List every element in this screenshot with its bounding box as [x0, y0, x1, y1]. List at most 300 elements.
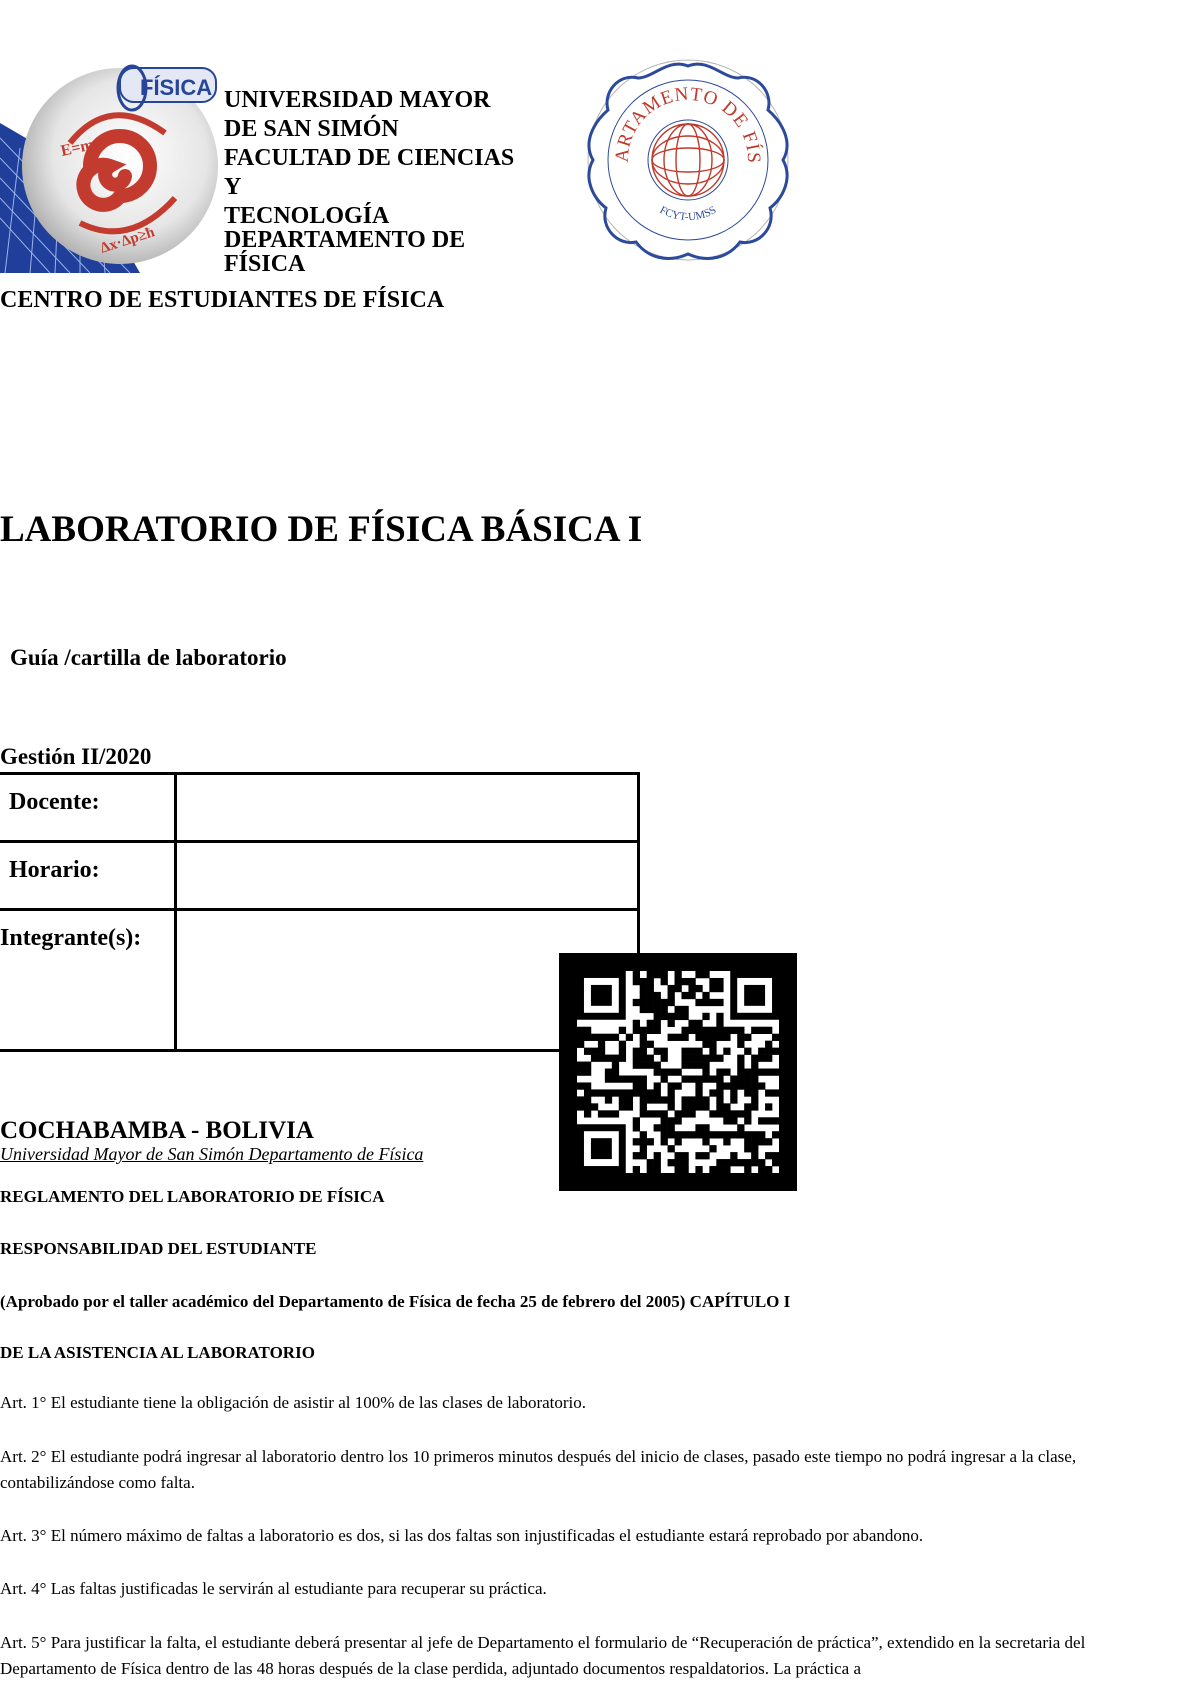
qr-module	[688, 1131, 695, 1138]
qr-module	[716, 1089, 723, 1096]
qr-module	[668, 985, 675, 992]
qr-module	[654, 1152, 661, 1159]
qr-module	[633, 1055, 640, 1062]
qr-module	[716, 1027, 723, 1034]
qr-module	[681, 1110, 688, 1117]
qr-module	[584, 1096, 591, 1103]
qr-module	[605, 1069, 612, 1076]
horario-label-cell	[0, 842, 176, 910]
qr-module	[730, 1075, 737, 1082]
qr-module	[598, 1041, 605, 1048]
docente-label: Docente:	[9, 789, 100, 815]
qr-module	[737, 1055, 744, 1062]
article-2: Art. 2° El estudiante podrá ingresar al laboratorio dentro los 10 primeros minutos después del inicio de clases, pasado este tiempo no podrá ingresar a la clase, contabilizándose como falta.	[0, 1447, 1077, 1492]
qr-module	[640, 1145, 647, 1152]
qr-module	[723, 1159, 730, 1166]
qr-module	[765, 1103, 772, 1110]
qr-module	[584, 1103, 591, 1110]
qr-module	[723, 1027, 730, 1034]
qr-module	[681, 1013, 688, 1020]
qr-module	[695, 1034, 702, 1041]
qr-module	[675, 971, 682, 978]
qr-finder	[744, 985, 765, 1006]
qr-module	[661, 1117, 668, 1124]
qr-module	[577, 1027, 584, 1034]
qr-module	[737, 1062, 744, 1069]
qr-module	[709, 1110, 716, 1117]
qr-module	[633, 1124, 640, 1131]
qr-module	[744, 1069, 751, 1076]
qr-module	[709, 1041, 716, 1048]
qr-module	[688, 1027, 695, 1034]
qr-module	[640, 1138, 647, 1145]
qr-module	[730, 1110, 737, 1117]
qr-module	[730, 1117, 737, 1124]
qr-module	[633, 1138, 640, 1145]
qr-module	[744, 1159, 751, 1166]
qr-module	[737, 1075, 744, 1082]
qr-module	[626, 1075, 633, 1082]
qr-module	[640, 1089, 647, 1096]
qr-module	[654, 1089, 661, 1096]
qr-module	[765, 1117, 772, 1124]
qr-module	[577, 1034, 584, 1041]
qr-module	[758, 1138, 765, 1145]
qr-module	[612, 1055, 619, 1062]
logo-text: FÍSICA	[140, 75, 213, 100]
qr-module	[668, 1103, 675, 1110]
qr-module	[598, 1110, 605, 1117]
qr-module	[688, 1096, 695, 1103]
qr-module	[744, 1034, 751, 1041]
qr-module	[758, 1166, 765, 1173]
qr-module	[668, 1034, 675, 1041]
qr-module	[633, 978, 640, 985]
qr-module	[772, 1131, 779, 1138]
qr-module	[716, 999, 723, 1006]
qr-module	[695, 999, 702, 1006]
qr-module	[647, 1006, 654, 1013]
integrantes-label: Integrante(s):	[0, 925, 142, 951]
qr-module	[640, 1041, 647, 1048]
qr-module	[640, 985, 647, 992]
qr-module	[695, 1166, 702, 1173]
qr-module	[647, 1062, 654, 1069]
qr-module	[681, 1062, 688, 1069]
qr-module	[758, 1055, 765, 1062]
qr-module	[654, 971, 661, 978]
qr-module	[758, 1027, 765, 1034]
qr-module	[668, 1117, 675, 1124]
qr-module	[654, 1006, 661, 1013]
qr-module	[654, 1110, 661, 1117]
qr-module	[640, 999, 647, 1006]
qr-module	[654, 1013, 661, 1020]
qr-module	[765, 1152, 772, 1159]
qr-module	[744, 1089, 751, 1096]
qr-module	[758, 1069, 765, 1076]
qr-module	[688, 992, 695, 999]
qr-module	[647, 985, 654, 992]
qr-pattern	[577, 971, 779, 1173]
qr-module	[675, 1138, 682, 1145]
qr-module	[661, 1075, 668, 1082]
qr-module	[668, 1096, 675, 1103]
qr-finder	[591, 1138, 612, 1159]
qr-module	[633, 1082, 640, 1089]
qr-module	[619, 1055, 626, 1062]
qr-module	[647, 1166, 654, 1173]
qr-module	[730, 1096, 737, 1103]
qr-module	[640, 1034, 647, 1041]
qr-module	[654, 1027, 661, 1034]
qr-module	[647, 978, 654, 985]
qr-module	[654, 1166, 661, 1173]
qr-module	[723, 1138, 730, 1145]
qr-module	[647, 1027, 654, 1034]
qr-module	[619, 1103, 626, 1110]
qr-module	[605, 1110, 612, 1117]
university-line: UNIVERSIDAD MAYOR	[224, 87, 491, 113]
qr-module	[737, 1027, 744, 1034]
qr-module	[709, 1048, 716, 1055]
qr-module	[716, 1096, 723, 1103]
qr-module	[640, 1096, 647, 1103]
qr-code	[559, 953, 797, 1191]
qr-module	[709, 1166, 716, 1173]
qr-module	[688, 978, 695, 985]
qr-module	[626, 1034, 633, 1041]
qr-module	[661, 1069, 668, 1076]
qr-module	[626, 1096, 633, 1103]
qr-module	[577, 1082, 584, 1089]
qr-module	[681, 1159, 688, 1166]
qr-module	[716, 1131, 723, 1138]
institution-line: Universidad Mayor de San Simón Departamento de Física	[0, 1144, 424, 1164]
qr-module	[723, 1117, 730, 1124]
qr-module	[661, 1048, 668, 1055]
qr-module	[744, 1103, 751, 1110]
qr-module	[730, 1082, 737, 1089]
qr-module	[577, 1069, 584, 1076]
qr-module	[737, 1124, 744, 1131]
qr-module	[737, 1110, 744, 1117]
qr-module	[605, 1075, 612, 1082]
university-line: Y	[224, 174, 242, 200]
qr-module	[702, 999, 709, 1006]
qr-module	[612, 1069, 619, 1076]
qr-module	[688, 1062, 695, 1069]
qr-module	[709, 978, 716, 985]
qr-module	[661, 1013, 668, 1020]
qr-module	[647, 1110, 654, 1117]
qr-module	[765, 1055, 772, 1062]
qr-module	[633, 1117, 640, 1124]
qr-module	[640, 992, 647, 999]
qr-module	[737, 1069, 744, 1076]
qr-module	[709, 1145, 716, 1152]
qr-module	[647, 1020, 654, 1027]
qr-module	[737, 1131, 744, 1138]
qr-module	[619, 1075, 626, 1082]
qr-module	[647, 999, 654, 1006]
qr-module	[584, 1082, 591, 1089]
qr-module	[668, 1013, 675, 1020]
qr-module	[702, 1138, 709, 1145]
qr-module	[668, 1089, 675, 1096]
qr-module	[695, 1152, 702, 1159]
qr-module	[661, 1055, 668, 1062]
qr-module	[675, 1082, 682, 1089]
qr-module	[633, 1075, 640, 1082]
qr-module	[681, 1152, 688, 1159]
qr-module	[751, 1062, 758, 1069]
qr-module	[751, 1145, 758, 1152]
university-line: DEPARTAMENTO DE	[224, 227, 466, 253]
qr-module	[681, 978, 688, 985]
qr-module	[737, 1041, 744, 1048]
qr-module	[654, 1069, 661, 1076]
logo-formula-1: E=m·c²	[59, 132, 113, 160]
docente-label-cell	[0, 774, 176, 842]
qr-module	[598, 1089, 605, 1096]
qr-module	[688, 1110, 695, 1117]
qr-module	[675, 1152, 682, 1159]
qr-module	[730, 1159, 737, 1166]
qr-module	[584, 1062, 591, 1069]
qr-module	[772, 1048, 779, 1055]
qr-module	[647, 971, 654, 978]
seal-bottom-text: FCYT-UMSS	[657, 204, 719, 224]
qr-module	[584, 1027, 591, 1034]
qr-module	[675, 985, 682, 992]
qr-module	[654, 1124, 661, 1131]
qr-module	[681, 1103, 688, 1110]
qr-module	[640, 1082, 647, 1089]
qr-finder	[591, 985, 612, 1006]
qr-module	[758, 1117, 765, 1124]
qr-module	[598, 1034, 605, 1041]
qr-module	[661, 1096, 668, 1103]
qr-module	[681, 1034, 688, 1041]
qr-module	[647, 1159, 654, 1166]
qr-module	[695, 1048, 702, 1055]
qr-module	[695, 1075, 702, 1082]
qr-module	[668, 1082, 675, 1089]
qr-module	[584, 1110, 591, 1117]
qr-module	[598, 1055, 605, 1062]
qr-module	[737, 1034, 744, 1041]
qr-module	[675, 1117, 682, 1124]
centro-estudiantes: CENTRO DE ESTUDIANTES DE FÍSICA	[0, 287, 445, 313]
qr-module	[675, 1110, 682, 1117]
qr-module	[668, 992, 675, 999]
qr-module	[709, 1027, 716, 1034]
qr-module	[619, 1041, 626, 1048]
qr-module	[723, 1110, 730, 1117]
qr-module	[584, 1089, 591, 1096]
qr-module	[681, 1027, 688, 1034]
qr-module	[765, 1138, 772, 1145]
subtitle: Guía /cartilla de laboratorio	[10, 645, 287, 670]
qr-module	[633, 1027, 640, 1034]
reglamento-heading: REGLAMENTO DEL LABORATORIO DE FÍSICA	[0, 1187, 385, 1206]
qr-module	[723, 1103, 730, 1110]
qr-module	[695, 1055, 702, 1062]
qr-module	[765, 1069, 772, 1076]
qr-module	[675, 1069, 682, 1076]
qr-module	[619, 1089, 626, 1096]
qr-module	[675, 1131, 682, 1138]
qr-module	[640, 1075, 647, 1082]
aprobado-heading: (Aprobado por el taller académico del Departamento de Física de fecha 25 de febrero del 2005) CAPÍTULO I	[0, 1292, 791, 1311]
qr-module	[584, 1048, 591, 1055]
qr-module	[654, 1020, 661, 1027]
qr-module	[744, 1131, 751, 1138]
qr-module	[716, 985, 723, 992]
qr-module	[730, 1089, 737, 1096]
qr-module	[668, 1124, 675, 1131]
qr-module	[612, 1110, 619, 1117]
qr-module	[702, 971, 709, 978]
qr-module	[709, 1089, 716, 1096]
qr-module	[668, 999, 675, 1006]
qr-module	[716, 1034, 723, 1041]
qr-module	[709, 1034, 716, 1041]
qr-module	[647, 1089, 654, 1096]
docente-field[interactable]	[176, 774, 639, 842]
qr-module	[633, 971, 640, 978]
qr-module	[695, 1131, 702, 1138]
qr-module	[709, 1075, 716, 1082]
qr-module	[591, 1034, 598, 1041]
qr-module	[772, 1159, 779, 1166]
integrantes-label-cell	[0, 910, 176, 1051]
qr-module	[675, 1159, 682, 1166]
qr-module	[598, 1048, 605, 1055]
qr-module	[647, 1138, 654, 1145]
qr-module	[647, 1041, 654, 1048]
qr-module	[716, 1159, 723, 1166]
qr-module	[765, 1027, 772, 1034]
qr-module	[640, 1027, 647, 1034]
qr-module	[751, 1131, 758, 1138]
qr-module	[681, 1166, 688, 1173]
qr-module	[675, 1034, 682, 1041]
qr-module	[765, 1048, 772, 1055]
university-name-block	[224, 86, 584, 279]
qr-module	[702, 1131, 709, 1138]
qr-module	[605, 1096, 612, 1103]
qr-module	[654, 1159, 661, 1166]
qr-module	[633, 1062, 640, 1069]
qr-module	[688, 1020, 695, 1027]
qr-module	[661, 1124, 668, 1131]
university-line: FACULTAD DE CIENCIAS	[224, 145, 515, 171]
qr-module	[758, 1131, 765, 1138]
qr-module	[647, 992, 654, 999]
qr-module	[591, 1048, 598, 1055]
qr-module	[709, 999, 716, 1006]
horario-field[interactable]	[176, 842, 639, 910]
qr-module	[577, 1041, 584, 1048]
qr-module	[695, 1124, 702, 1131]
qr-module	[688, 1048, 695, 1055]
qr-module	[730, 1027, 737, 1034]
qr-module	[709, 1131, 716, 1138]
qr-module	[723, 1082, 730, 1089]
qr-module	[744, 1110, 751, 1117]
qr-module	[702, 1096, 709, 1103]
qr-module	[751, 1138, 758, 1145]
qr-module	[702, 1041, 709, 1048]
qr-module	[640, 978, 647, 985]
qr-module	[654, 1048, 661, 1055]
qr-module	[619, 1096, 626, 1103]
qr-module	[751, 1103, 758, 1110]
qr-module	[619, 1048, 626, 1055]
qr-module	[695, 971, 702, 978]
qr-module	[695, 1020, 702, 1027]
qr-module	[633, 999, 640, 1006]
qr-module	[744, 1117, 751, 1124]
qr-module	[661, 999, 668, 1006]
qr-module	[772, 1034, 779, 1041]
qr-module	[723, 1131, 730, 1138]
qr-module	[702, 1152, 709, 1159]
qr-module	[681, 1055, 688, 1062]
article-5: Art. 5° Para justificar la falta, el estudiante deberá presentar al jefe de Departamento el formulario de “Recuperación de práctica”, extendido en la secretaria del Departamento de Física dentro de las 48 horas después de la clase perdida, adjuntado documentos respaldatorios. La práctica a	[0, 1633, 1086, 1678]
qr-module	[716, 1166, 723, 1173]
qr-module	[605, 1055, 612, 1062]
qr-module	[591, 1089, 598, 1096]
qr-module	[668, 1145, 675, 1152]
qr-module	[716, 1020, 723, 1027]
qr-module	[661, 1110, 668, 1117]
qr-module	[640, 1131, 647, 1138]
page-title: LABORATORIO DE FÍSICA BÁSICA I	[0, 509, 643, 550]
qr-module	[751, 1027, 758, 1034]
qr-module	[633, 1166, 640, 1173]
qr-module	[577, 1096, 584, 1103]
qr-module	[688, 1075, 695, 1082]
qr-module	[612, 1062, 619, 1069]
qr-module	[723, 1048, 730, 1055]
qr-module	[681, 1006, 688, 1013]
qr-module	[702, 1069, 709, 1076]
qr-module	[633, 1020, 640, 1027]
qr-module	[765, 1089, 772, 1096]
qr-module	[591, 1103, 598, 1110]
gestion-label: Gestión II/2020	[0, 744, 152, 769]
qr-module	[758, 1082, 765, 1089]
qr-module	[709, 1055, 716, 1062]
qr-module	[675, 978, 682, 985]
qr-module	[675, 1006, 682, 1013]
qr-module	[772, 1069, 779, 1076]
qr-module	[681, 1131, 688, 1138]
logo-formula-2: Δx·Δp≥ħ	[98, 224, 157, 257]
article-4: Art. 4° Las faltas justificadas le servirán al estudiante para recuperar su práctica.	[0, 1579, 547, 1598]
qr-module	[702, 1034, 709, 1041]
qr-module	[626, 1089, 633, 1096]
qr-module	[758, 1048, 765, 1055]
qr-module	[619, 1027, 626, 1034]
qr-module	[654, 992, 661, 999]
qr-module	[612, 1075, 619, 1082]
qr-module	[681, 1048, 688, 1055]
university-line: DE SAN SIMÓN	[224, 116, 399, 142]
